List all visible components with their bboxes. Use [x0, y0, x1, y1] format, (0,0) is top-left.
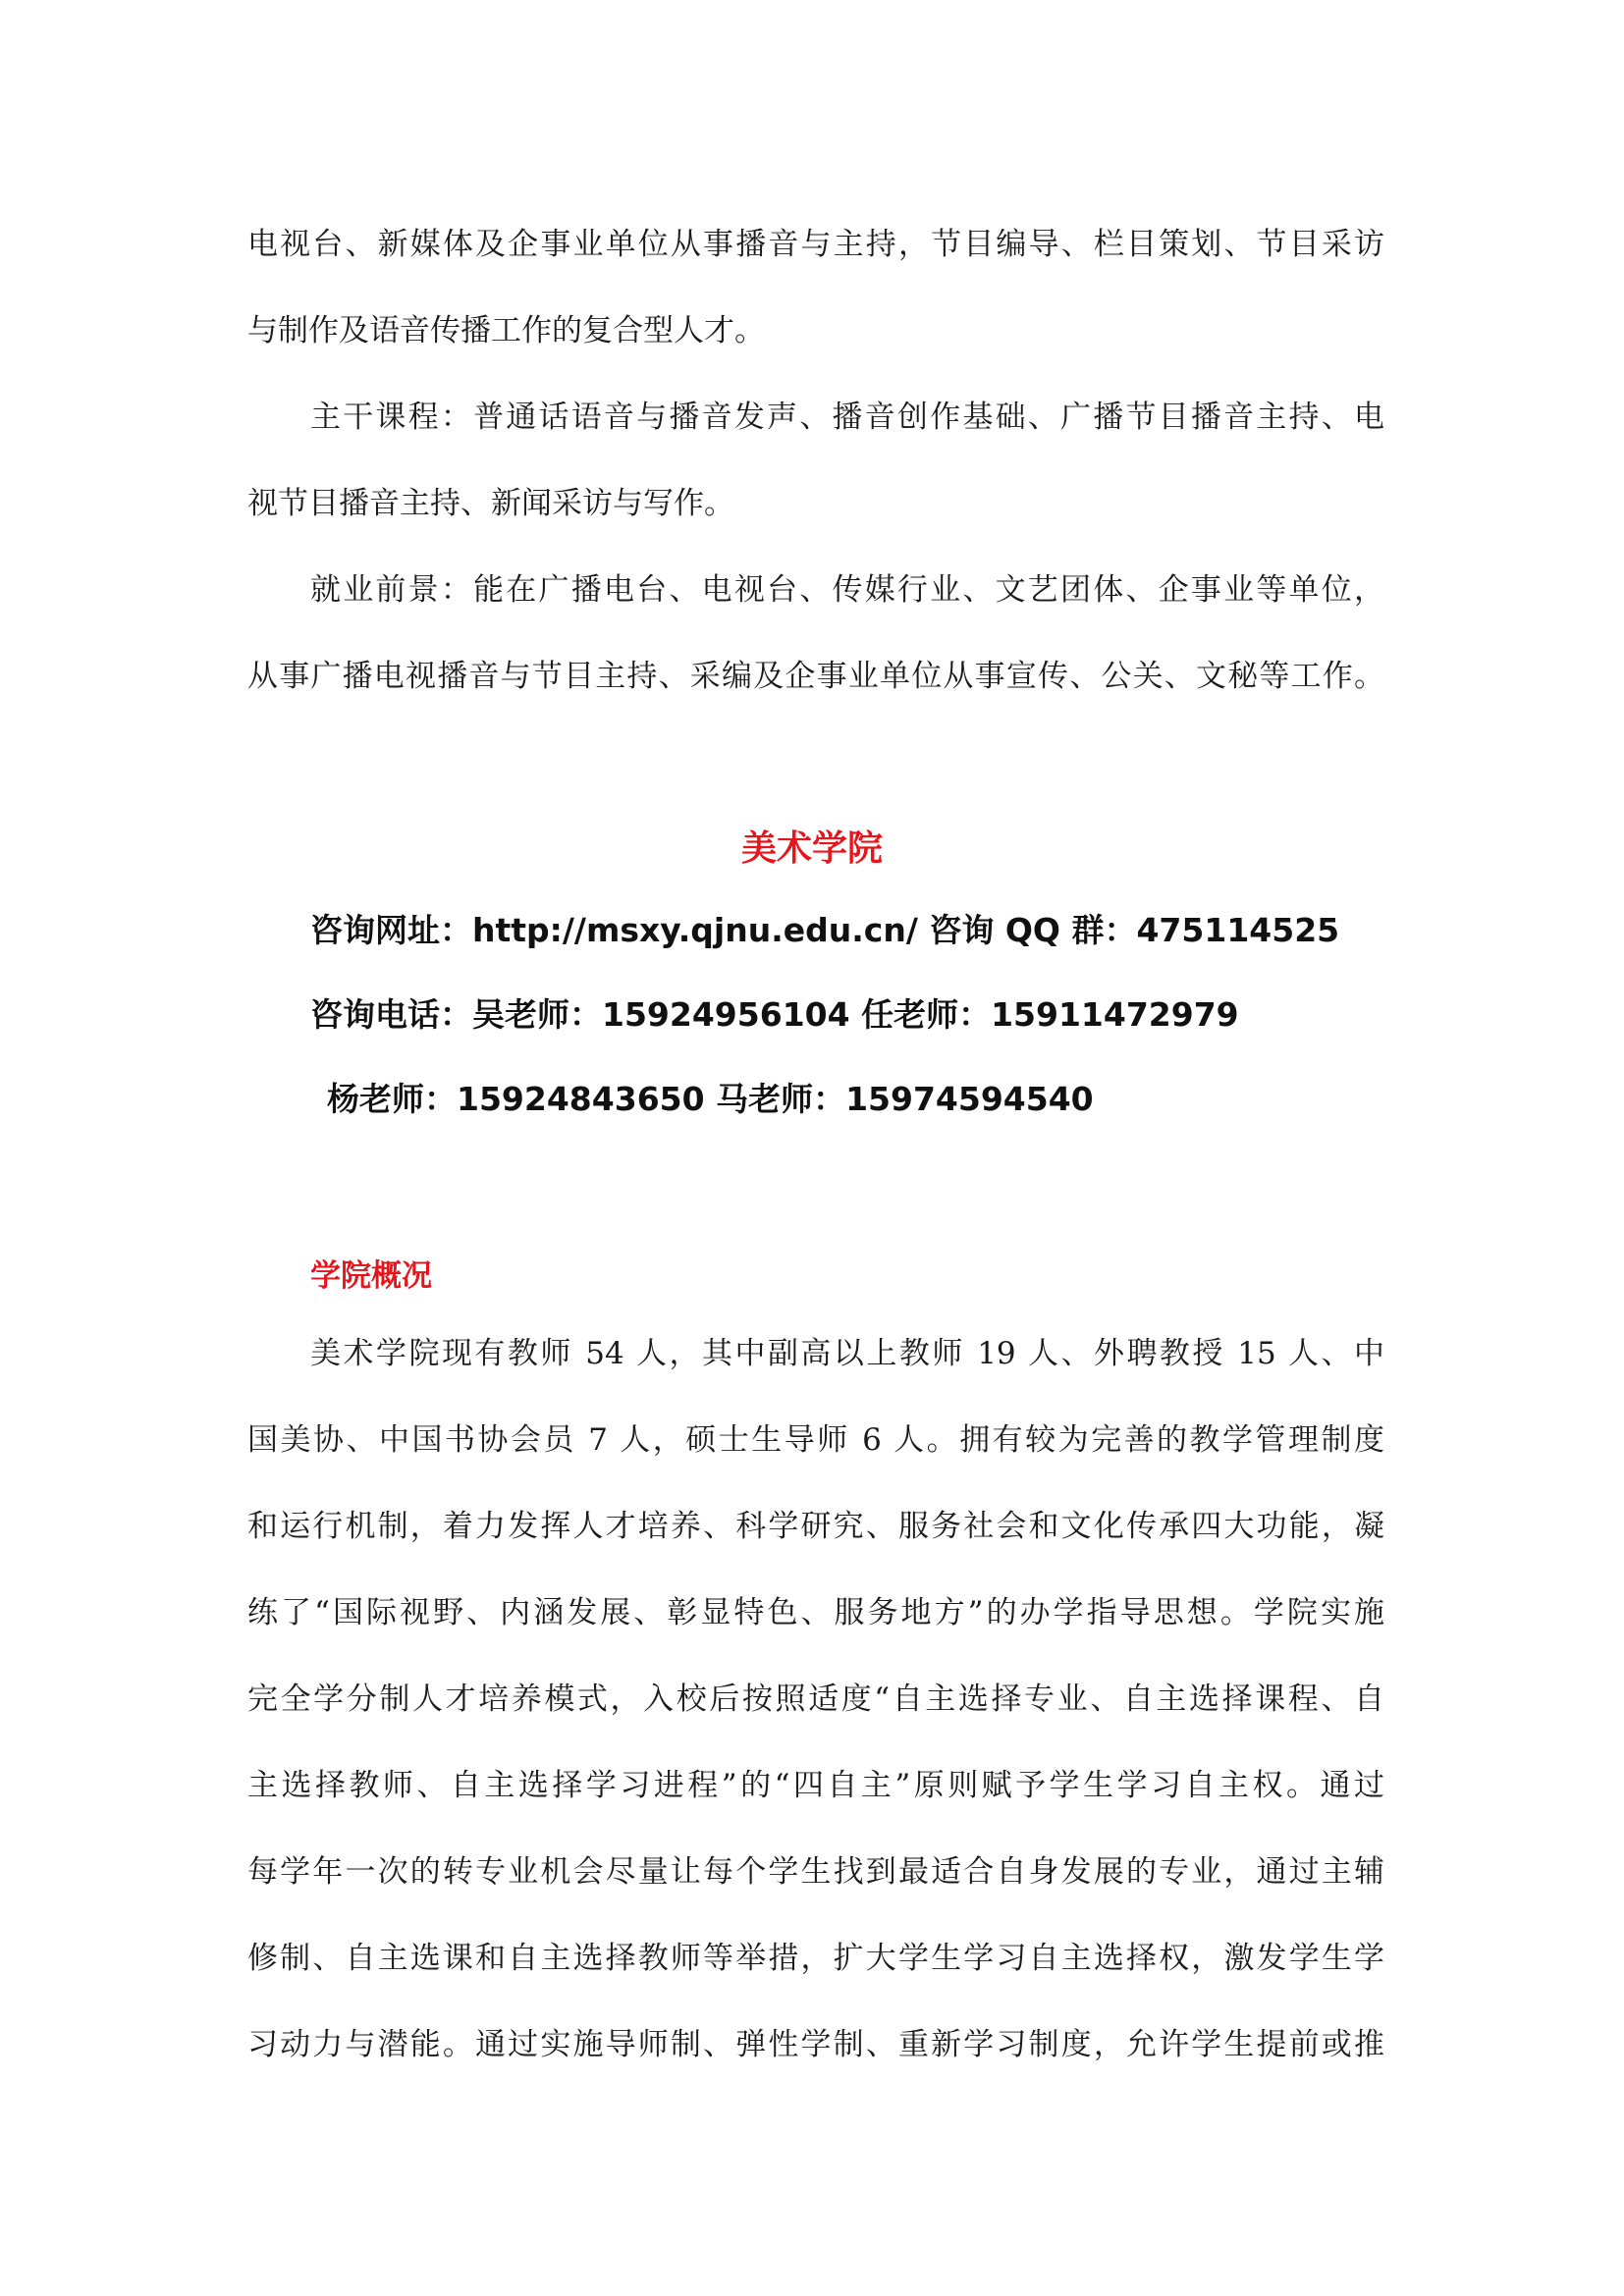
body-line: 就业前景：能在广播电台、电视台、传媒行业、文艺团体、企事业等单位，	[310, 572, 1384, 608]
body-line: 电视台、新媒体及企事业单位从事播音与主持，节目编导、栏目策划、节目采访	[247, 227, 1384, 262]
section-title: 美术学院	[740, 828, 883, 869]
broadcast-paragraphs	[247, 201, 1384, 720]
body-line: 每学年一次的转专业机会尽量让每个学生找到最适合自身发展的专业，通过主辅	[247, 1854, 1384, 1890]
body-line: 和运行机制，着力发挥人才培养、科学研究、服务社会和文化传承四大功能，凝	[247, 1509, 1384, 1544]
body-line: 主干课程：普通话语音与播音发声、播音创作基础、广播节目播音主持、电	[310, 400, 1384, 435]
body-line: 习动力与潜能。通过实施导师制、弹性学制、重新学习制度，允许学生提前或推	[247, 2027, 1384, 2062]
body-line: 完全学分制人才培养模式，入校后按照适度“自主选择专业、自主选择课程、自	[247, 1682, 1384, 1717]
contact-phone-line-1: 咨询电话：吴老师：15924956104 任老师：15911472979	[310, 995, 1239, 1034]
body-line: 从事广播电视播音与节目主持、采编及企事业单位从事宣传、公关、文秘等工作。	[247, 659, 1384, 694]
overview-paragraph	[247, 1310, 1384, 2088]
body-line: 国美协、中国书协会员 7 人，硕士生导师 6 人。拥有较为完善的教学管理制度	[247, 1422, 1384, 1458]
body-line: 主选择教师、自主选择学习进程”的“四自主”原则赋予学生学习自主权。通过	[247, 1768, 1384, 1803]
body-line: 练了“国际视野、内涵发展、彰显特色、服务地方”的办学指导思想。学院实施	[247, 1595, 1384, 1630]
contact-website-qq: 咨询网址：http://msxy.qjnu.edu.cn/ 咨询 QQ 群：475114525	[310, 911, 1340, 949]
body-line: 与制作及语音传播工作的复合型人才。	[247, 313, 765, 348]
body-line: 美术学院现有教师 54 人，其中副高以上教师 19 人、外聘教授 15 人、中	[310, 1336, 1384, 1371]
overview-heading: 学院概况	[310, 1258, 432, 1294]
contact-phone-line-2: 杨老师：15924843650 马老师：15974594540	[327, 1080, 1094, 1118]
body-line: 修制、自主选课和自主选择教师等举措，扩大学生学习自主选择权，激发学生学	[247, 1941, 1384, 1976]
body-line: 视节目播音主持、新闻采访与写作。	[247, 486, 734, 521]
